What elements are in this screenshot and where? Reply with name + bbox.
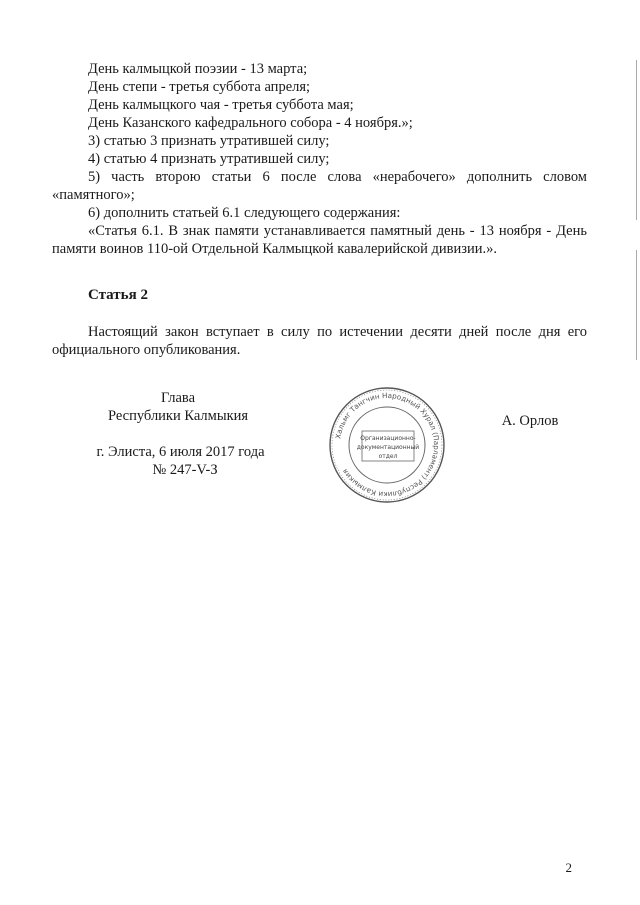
signer-name: А. Орлов — [501, 413, 559, 429]
body-line: 6) дополнить статьей 6.1 следующего содержания: — [88, 205, 401, 221]
body-line: День Казанского кафедрального собора - 4 ноября.»; — [88, 115, 413, 131]
seal-inner-line2: документационный — [356, 444, 420, 451]
body-line: «памятного»; — [52, 187, 135, 203]
seal-inner-line3: отдел — [378, 453, 398, 460]
body-line: памяти воинов 110-ой Отдельной Калмыцкой кавалерийской дивизии.». — [52, 241, 498, 257]
official-seal — [327, 385, 447, 505]
page-number: 2 — [565, 860, 572, 875]
law-number: № 247-V-З — [152, 462, 218, 478]
body-line: 4) статью 4 признать утратившей силу; — [88, 151, 330, 167]
signature-position-line1: Глава — [160, 390, 196, 406]
body-line: «Статья 6.1. В знак памяти устанавливается памятный день - 13 ноября - День — [88, 223, 587, 239]
signature-place-date: г. Элиста, 6 июля 2017 года — [96, 444, 265, 460]
body-line: День калмыцкой поэзии - 13 марта; — [88, 61, 308, 77]
seal-inner-line1: Организационно- — [360, 435, 416, 442]
body-line: 3) статью 3 признать утратившей силу; — [88, 133, 330, 149]
body-line: День степи - третья суббота апреля; — [88, 79, 311, 95]
article-text-line: официального опубликования. — [52, 342, 241, 358]
body-line: 5) часть второю статьи 6 после слова «нерабочего» дополнить словом — [88, 169, 587, 185]
body-line: День калмыцкого чая - третья суббота мая; — [88, 97, 354, 113]
seal-outer-text: Хальмг Тангчин Народный Хурал (Парламент) Республики Калмыкия — [333, 390, 442, 500]
signature-position-line2: Республики Калмыкия — [108, 408, 249, 424]
article-heading: Статья 2 — [88, 287, 148, 303]
article-text-line: Настоящий закон вступает в силу по истечении десяти дней после дня его — [88, 324, 587, 340]
scan-edge-mark — [636, 250, 637, 360]
scan-edge-mark — [636, 60, 637, 220]
